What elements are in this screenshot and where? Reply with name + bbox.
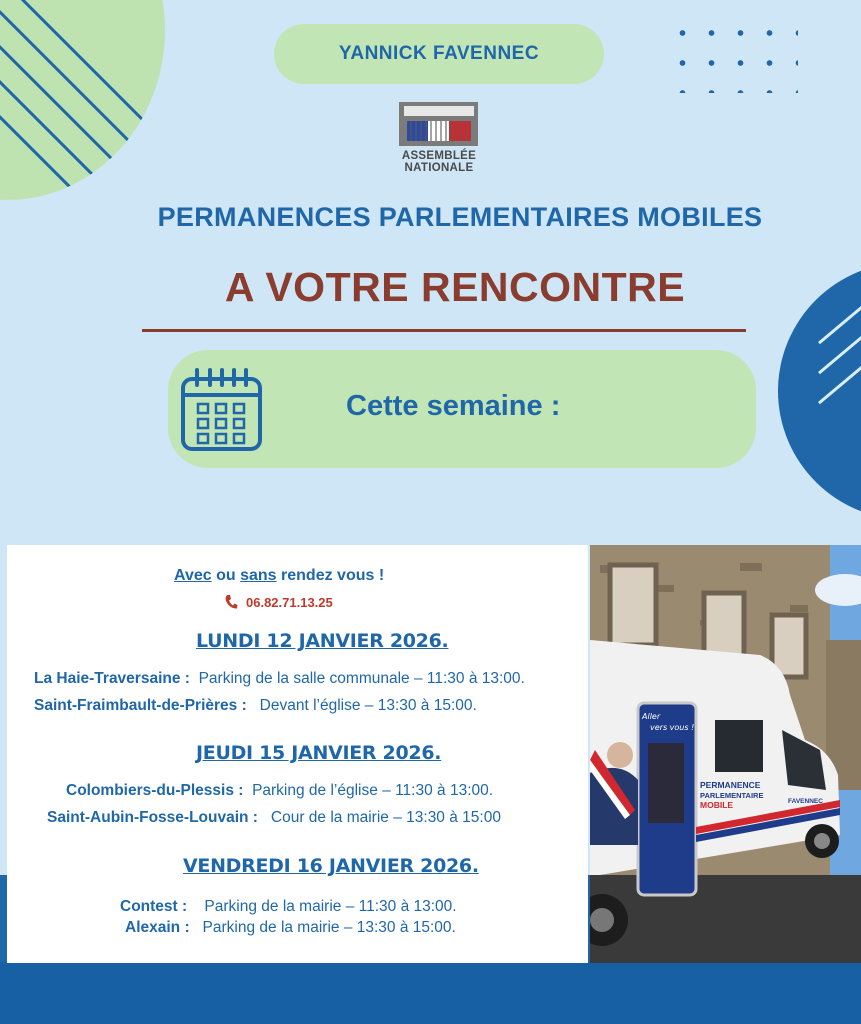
van-text-3: MOBILE [700, 800, 734, 810]
entry-place: Saint-Fraimbault-de-Prières : [34, 697, 247, 714]
appointment-without: sans [240, 567, 277, 584]
day-heading-thursday: JEUDI 15 JANVIER 2026. [196, 742, 442, 764]
entry-place: Colombiers-du-Plessis : [66, 782, 244, 799]
schedule-entry [66, 782, 493, 800]
door-text-2: vers vous ! [650, 723, 695, 732]
day-heading-friday: VENDREDI 16 JANVIER 2026. [183, 855, 479, 877]
van-text-1: PERMANENCE [700, 780, 761, 790]
page-title: PERMANENCES PARLEMENTAIRES MOBILES [157, 202, 763, 232]
entry-place: Alexain : [125, 919, 190, 936]
deputy-name: YANNICK FAVENNEC [338, 43, 540, 64]
appointment-rest: rendez vous ! [281, 567, 385, 584]
logo-line-1: ASSEMBLÉE [401, 150, 477, 162]
logo-text [380, 150, 498, 174]
appointment-with: Avec [174, 567, 212, 584]
van-text-2: PARLEMENTAIRE [700, 791, 764, 800]
calendar-icon [180, 367, 263, 452]
week-label: Cette semaine : [346, 390, 561, 422]
decorative-dot-grid [668, 18, 798, 93]
appointment-note [174, 567, 384, 585]
entry-details: Parking de l’église – 11:30 à 13:00. [252, 782, 494, 799]
logo-columns [407, 121, 471, 141]
entry-place: La Haie-Traversaine : [34, 670, 190, 687]
schedule-entry [125, 919, 456, 937]
door-text-1: Aller [642, 712, 661, 721]
page-subtitle: A VOTRE RENCONTRE [224, 264, 686, 310]
campervan-illustration [590, 545, 861, 963]
phone-line [224, 594, 333, 610]
phone-icon [224, 594, 238, 610]
entry-details: Parking de la mairie – 13:30 à 15:00. [202, 919, 456, 936]
entry-details: Cour de la mairie – 13:30 à 15:00 [270, 809, 501, 826]
bottom-strip [0, 962, 861, 1024]
decorative-circle-top-left [0, 0, 165, 200]
title-divider [142, 329, 746, 332]
van-brand: FAVENNEC [788, 798, 823, 805]
entry-details: Parking de la salle communale – 11:30 à 13:00. [198, 670, 525, 687]
name-pill [274, 24, 604, 84]
schedule-entry [34, 697, 477, 715]
schedule-entry [120, 898, 457, 916]
campervan-photo [590, 545, 861, 963]
logo-roof [404, 106, 474, 116]
schedule-entry [34, 670, 525, 688]
entry-place: Saint-Aubin-Fosse-Louvain : [47, 809, 258, 826]
entry-place: Contest : [120, 898, 188, 915]
phone-number: 06.82.71.13.25 [246, 595, 333, 610]
day-heading-monday: LUNDI 12 JANVIER 2026. [196, 630, 449, 652]
entry-details: Devant l’église – 13:30 à 15:00. [259, 697, 477, 714]
schedule-entry [47, 809, 501, 827]
logo-line-2: NATIONALE [404, 162, 474, 174]
appointment-or: ou [216, 567, 236, 584]
entry-details: Parking de la mairie – 11:30 à 13:00. [204, 898, 457, 915]
